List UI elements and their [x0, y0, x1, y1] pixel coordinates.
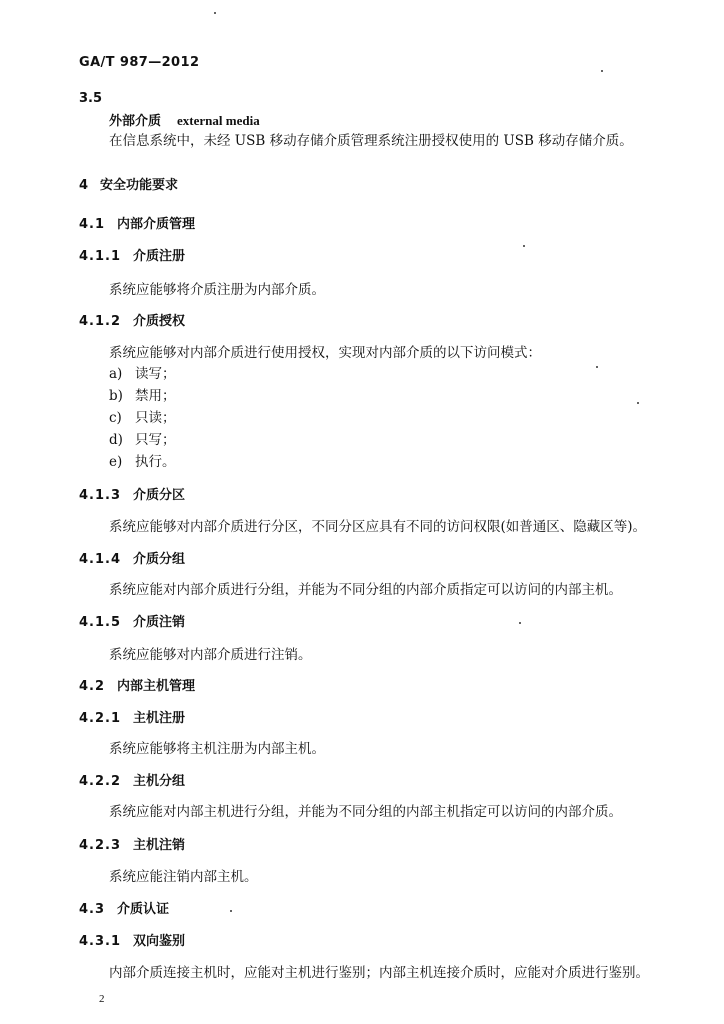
- document-code: GA/T 987—2012: [79, 55, 200, 70]
- term-chinese: 外部介质: [109, 114, 162, 129]
- scan-speck: [596, 366, 598, 368]
- section-heading-4-3: [79, 903, 169, 916]
- section-heading-4-1-1: [79, 250, 185, 263]
- section-heading-4-1-5: [79, 616, 185, 629]
- scan-speck: [601, 70, 603, 72]
- list-item: [109, 456, 176, 470]
- section-text-4-3-1: 内部介质连接主机时，应能对主机进行鉴别；内部主机连接介质时，应能对介质进行鉴别。: [109, 965, 649, 981]
- section-number: 4.1.5: [79, 615, 122, 630]
- list-item: [109, 368, 176, 382]
- section-number: 4.1: [79, 217, 106, 232]
- list-item-label: d): [109, 432, 123, 448]
- section-title: 介质分区: [133, 488, 186, 503]
- section-number: 4.3: [79, 902, 106, 917]
- section-title: 介质授权: [133, 314, 186, 329]
- list-item-text: 读写；: [135, 366, 176, 382]
- section-number: 4.1.4: [79, 552, 122, 567]
- list-item-text: 禁用；: [135, 388, 176, 404]
- section-title: 主机分组: [133, 774, 186, 789]
- section-number: 4.2.1: [79, 711, 122, 726]
- section-number: 4.1.3: [79, 488, 122, 503]
- list-item-label: c): [109, 410, 122, 426]
- section-title: 内部介质管理: [117, 217, 196, 232]
- section-heading-4-1-2: [79, 315, 185, 328]
- section-text-4-1-5: 系统应能够对内部介质进行注销。: [109, 647, 312, 663]
- section-title: 内部主机管理: [117, 679, 196, 694]
- section-heading-4-2: [79, 680, 195, 693]
- section-text-4-2-2: 系统应能对内部主机进行分组，并能为不同分组的内部主机指定可以访问的内部介质。: [109, 804, 622, 820]
- list-item: [109, 390, 176, 404]
- page-number: 2: [99, 993, 105, 1005]
- section-heading-4-3-1: [79, 935, 185, 948]
- list-item-label: b): [109, 388, 123, 404]
- section-number: 4: [79, 178, 89, 193]
- section-heading-4-2-2: [79, 775, 185, 788]
- section-text-4-1-4: 系统应能对内部介质进行分组，并能为不同分组的内部介质指定可以访问的内部主机。: [109, 582, 622, 598]
- section-title: 介质分组: [133, 552, 186, 567]
- list-item-text: 执行。: [135, 454, 176, 470]
- section-text-4-1-2: 系统应能够对内部介质进行使用授权，实现对内部介质的以下访问模式：: [109, 345, 541, 361]
- list-item-label: e): [109, 454, 123, 470]
- section-title: 主机注销: [133, 838, 186, 853]
- list-item: [109, 434, 176, 448]
- section-text-4-2-3: 系统应能注销内部主机。: [109, 869, 258, 885]
- scan-speck: [230, 910, 232, 912]
- section-title: 介质注销: [133, 615, 186, 630]
- term-english: external media: [177, 113, 260, 128]
- section-title: 主机注册: [133, 711, 186, 726]
- section-title: 双向鉴别: [133, 934, 186, 949]
- section-number-3-5: 3.5: [79, 91, 103, 106]
- section-heading-4-1: [79, 218, 195, 231]
- list-item-text: 只读；: [135, 410, 176, 426]
- section-title: 介质注册: [133, 249, 186, 264]
- list-item: [109, 412, 176, 426]
- section-title: 安全功能要求: [100, 178, 179, 193]
- section-title: 介质认证: [117, 902, 170, 917]
- section-number: 4.2: [79, 679, 106, 694]
- section-text-4-2-1: 系统应能够将主机注册为内部主机。: [109, 741, 325, 757]
- section-heading-4-2-1: [79, 712, 185, 725]
- section-number: 4.2.3: [79, 838, 122, 853]
- section-heading-4-1-3: [79, 489, 185, 502]
- section-number: 4.3.1: [79, 934, 122, 949]
- term-definition: 在信息系统中，未经 USB 移动存储介质管理系统注册授权使用的 USB 移动存储介质。: [109, 133, 633, 149]
- section-number: 4.1.2: [79, 314, 122, 329]
- scan-speck: [519, 622, 521, 624]
- scan-speck: [637, 402, 639, 404]
- list-item-label: a): [109, 366, 123, 382]
- section-number: 4.2.2: [79, 774, 122, 789]
- section-text-4-1-3: 系统应能够对内部介质进行分区，不同分区应具有不同的访问权限(如普通区、隐藏区等)。: [109, 519, 647, 535]
- section-heading-4-1-4: [79, 553, 185, 566]
- list-item-text: 只写；: [135, 432, 176, 448]
- section-heading-4-2-3: [79, 839, 185, 852]
- section-number: 4.1.1: [79, 249, 122, 264]
- section-text-4-1-1: 系统应能够将介质注册为内部介质。: [109, 282, 325, 298]
- term-entry: [109, 112, 260, 128]
- scan-speck: [214, 12, 216, 14]
- section-heading-4: [79, 179, 178, 192]
- scan-speck: [523, 245, 525, 247]
